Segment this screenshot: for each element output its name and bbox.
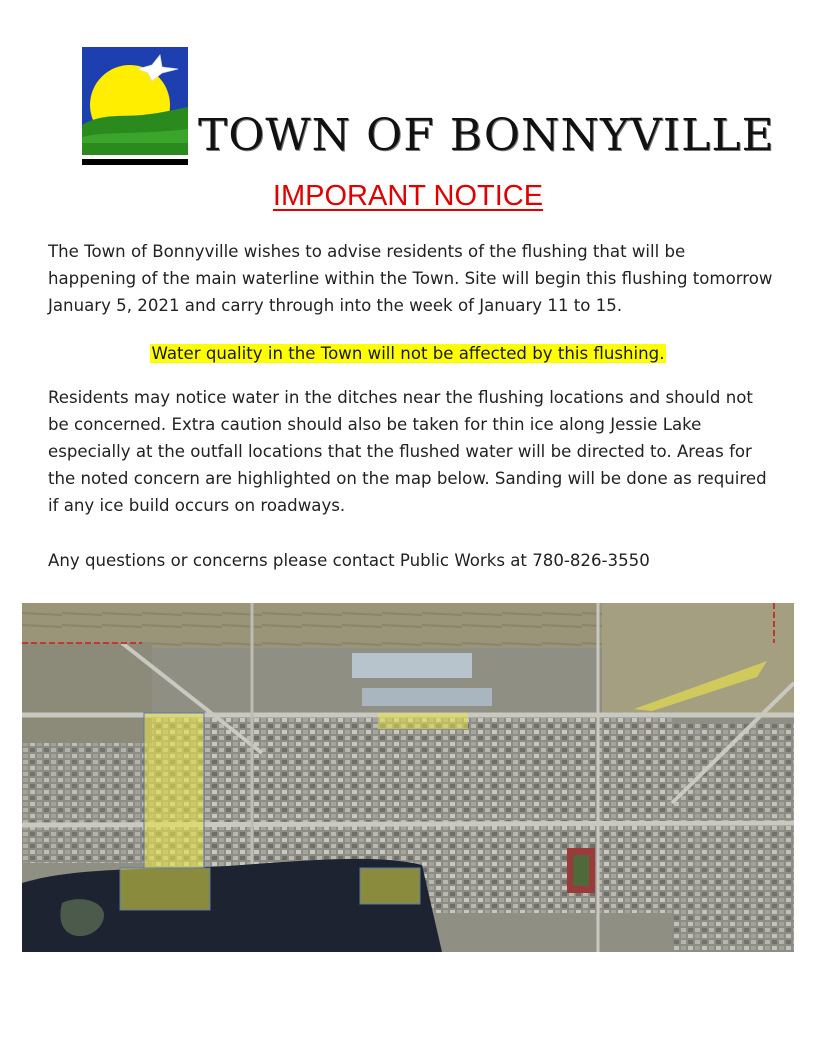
contact-line: Any questions or concerns please contact Public Works at 780-826-3550 [48,551,650,570]
caution-paragraph: Residents may notice water in the ditches near the flushing locations and should not be concerned. Extra caution should also be taken for thin ice along Jessie Lake especially at the outfall locations that the flushed water will be directed to. Areas for the noted concern are highlighted on the map below. Sanding will be done as required if any ice build occurs on roadways. [48,388,767,515]
water-quality-statement [0,342,816,366]
notice-title: IMPORANT NOTICE [272,180,544,212]
flushing-announcement-paragraph: The Town of Bonnyville wishes to advise residents of the flushing that will be happening of the main waterline within the Town. Site will begin this flushing tomorrow January 5, 2021 and carry through into the week of January 11 to 15. [48,242,773,315]
aerial-map-image [22,603,794,952]
town-name-heading: TOWN OF BONNYVILLE [198,110,775,161]
highlighted-text: Water quality in the Town will not be affected by this flushing. [151,344,665,363]
town-logo-icon [82,47,188,169]
